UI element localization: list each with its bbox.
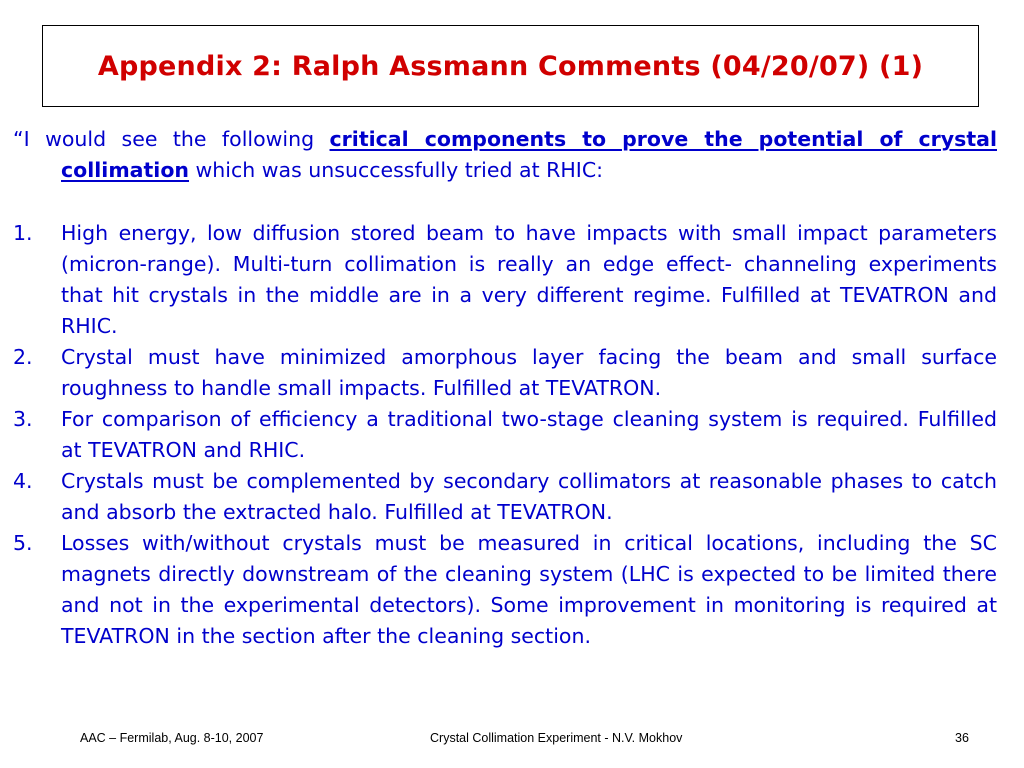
footer-page-number: 36 xyxy=(955,731,969,745)
title-box xyxy=(42,25,979,107)
list-item-text: High energy, low diffusion stored beam to have impacts with small impact parameters (micron-range). Multi-turn collimation is really an edge effect- channeling experiments that hit crystals in the middle are in a very different regime. Fulfilled at TEVATRON and RHIC. xyxy=(61,221,997,338)
list-item-number: 3. xyxy=(13,407,33,431)
slide-title: Appendix 2: Ralph Assmann Comments (04/20/07) (1) xyxy=(97,50,924,82)
slide-body xyxy=(13,124,997,652)
footer-presentation: Crystal Collimation Experiment - N.V. Mokhov xyxy=(430,731,683,745)
footer-meeting: AAC – Fermilab, Aug. 8-10, 2007 xyxy=(80,731,264,745)
list-item-number: 4. xyxy=(13,469,33,493)
intro-emphasis: critical components to prove the potential of crystal collimation xyxy=(61,127,997,182)
list-item xyxy=(13,218,997,342)
list-item xyxy=(13,466,997,528)
list-item-number: 2. xyxy=(13,345,33,369)
list-item-text: Losses with/without crystals must be measured in critical locations, including the SC magnets directly downstream of the cleaning system (LHC is expected to be limited there and not in the experimental detectors). Some improvement in monitoring is required at TEVATRON in the section after the cleaning section. xyxy=(61,531,997,648)
intro-paragraph xyxy=(13,124,997,186)
list-item-text: For comparison of efficiency a traditional two-stage cleaning system is required. Fulfilled at TEVATRON and RHIC. xyxy=(61,407,997,462)
list-item-text: Crystal must have minimized amorphous layer facing the beam and small surface roughness to handle small impacts. Fulfilled at TEVATRON. xyxy=(61,345,997,400)
list-item-number: 5. xyxy=(13,531,33,555)
list-item-number: 1. xyxy=(13,221,33,245)
list-item xyxy=(13,528,997,652)
list-item-text: Crystals must be complemented by secondary collimators at reasonable phases to catch and absorb the extracted halo. Fulfilled at TEVATRON. xyxy=(61,469,997,524)
list-item xyxy=(13,404,997,466)
list-item xyxy=(13,342,997,404)
intro-text-before: “I would see the following xyxy=(13,127,330,151)
requirements-list xyxy=(13,218,997,652)
intro-text-after: which was unsuccessfully tried at RHIC: xyxy=(189,158,604,182)
